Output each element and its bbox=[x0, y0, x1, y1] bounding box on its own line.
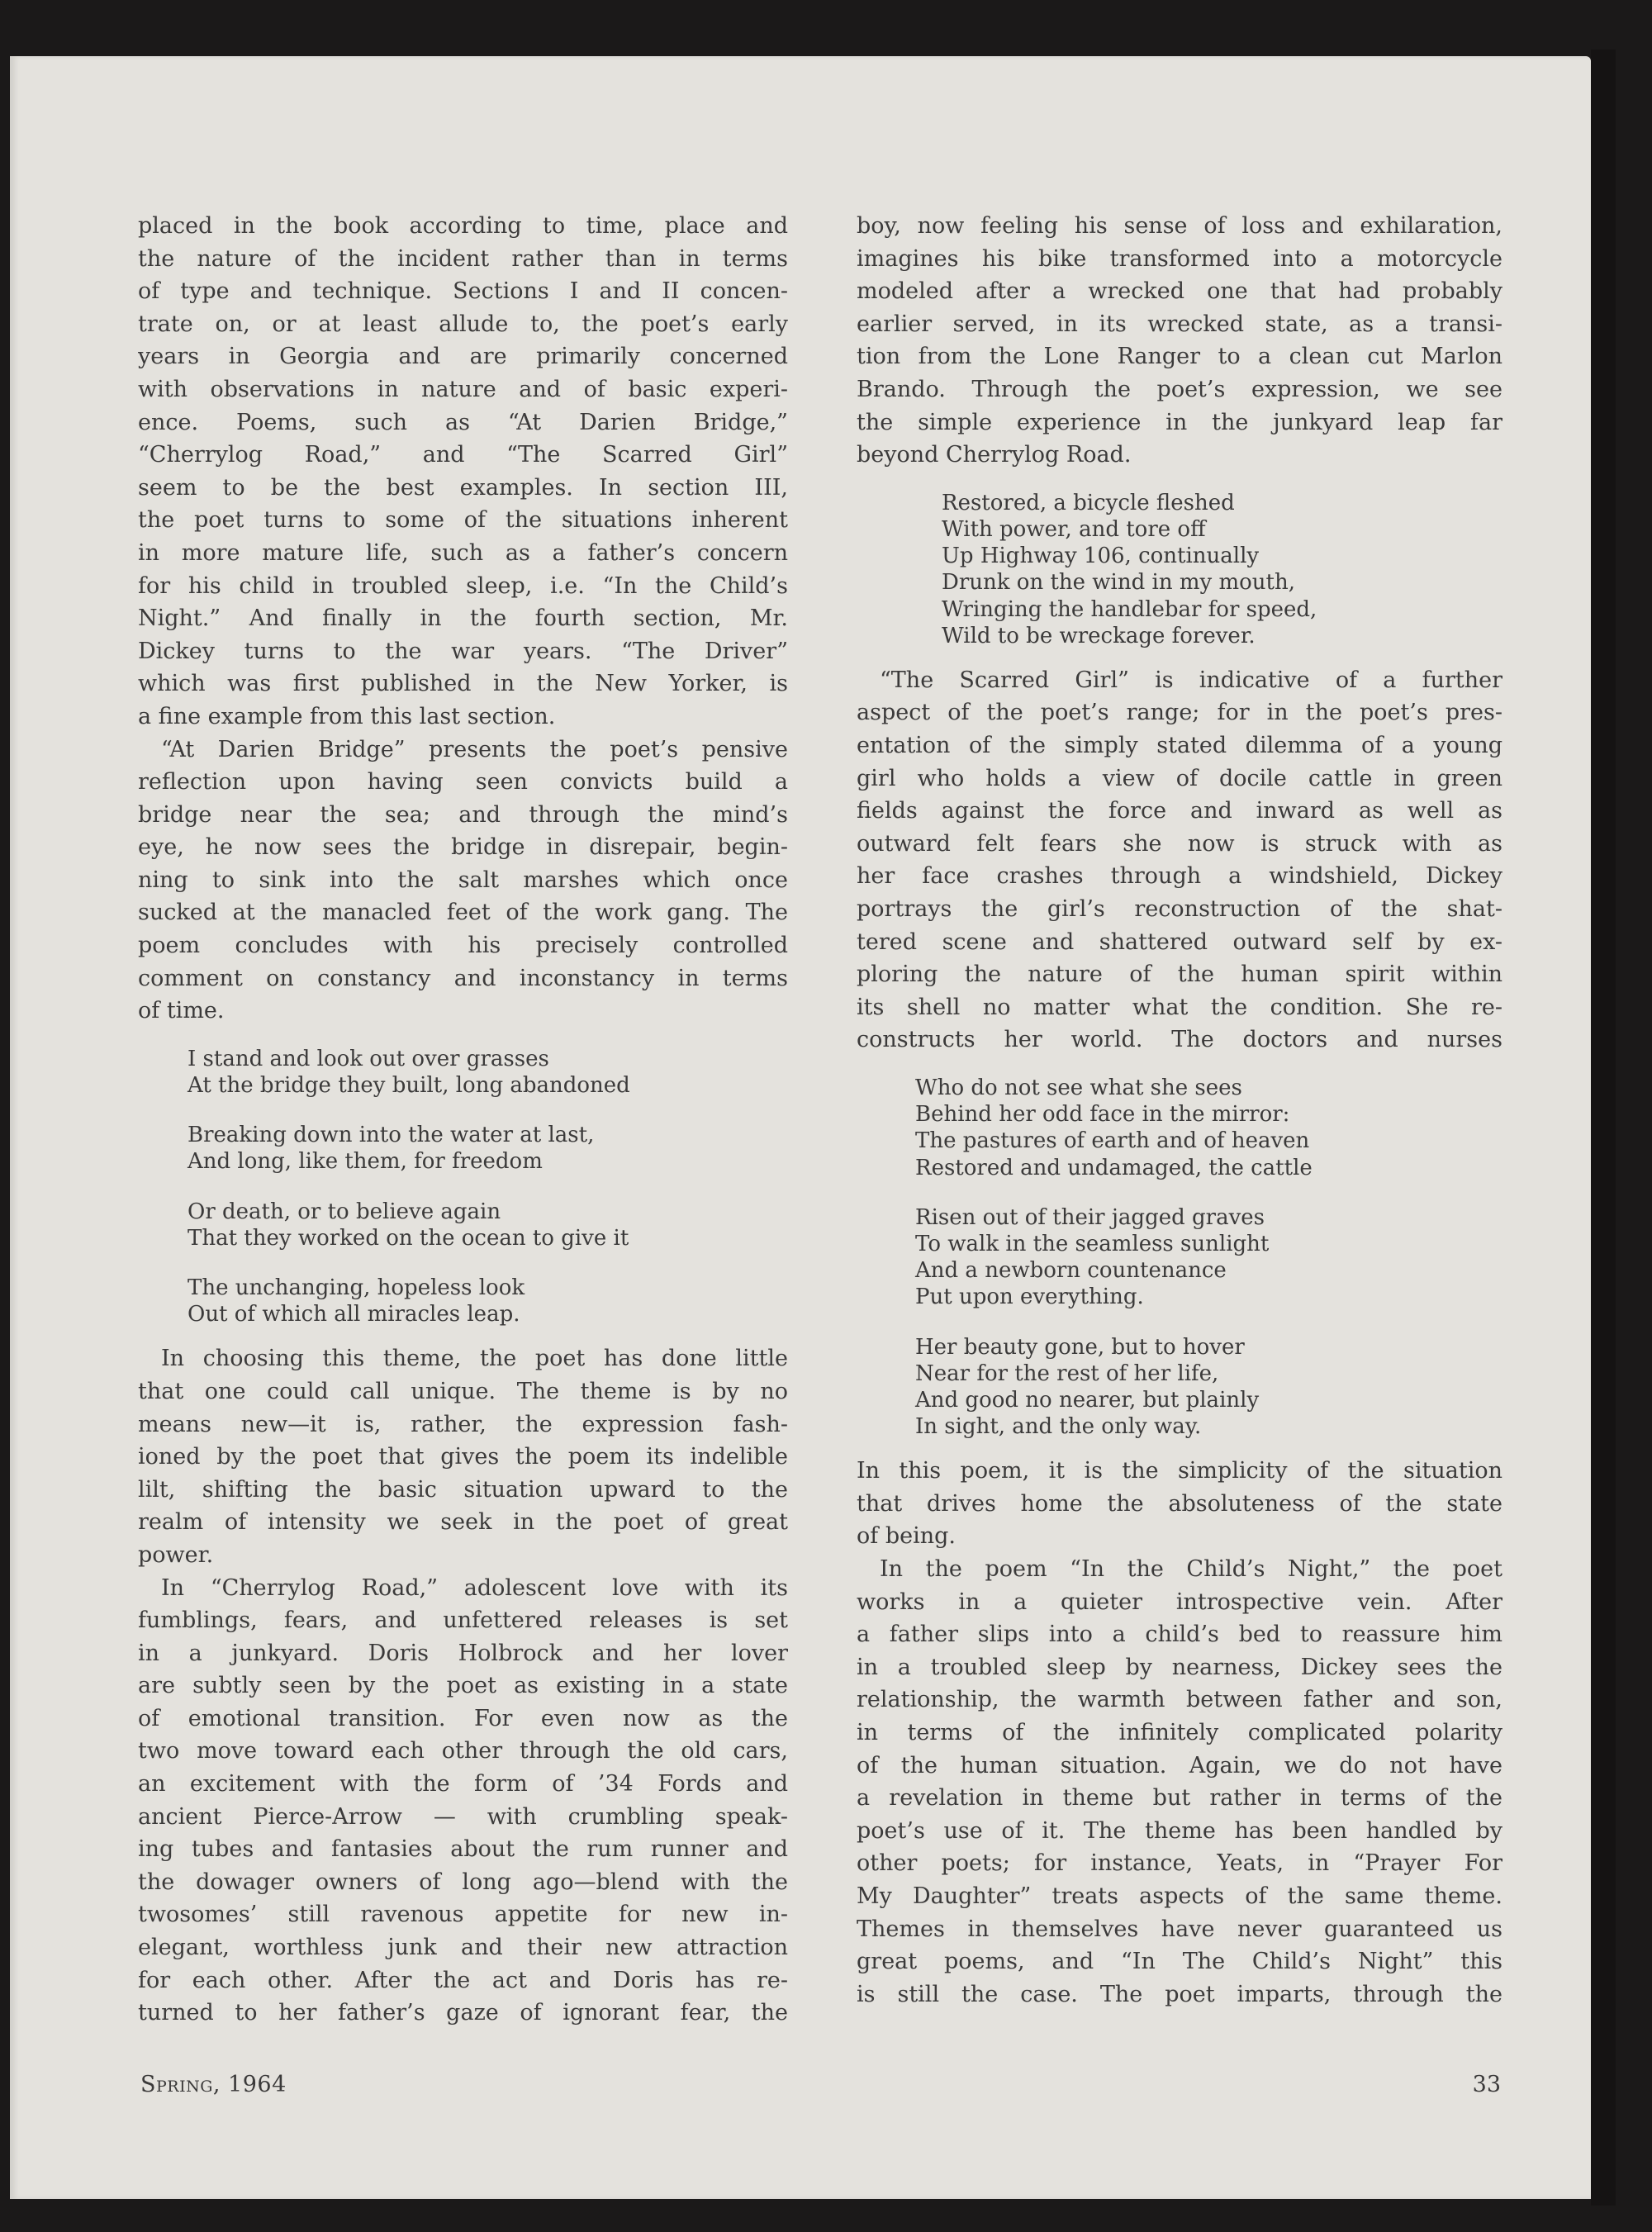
text-line: “Cherrylog Road,” and “The Scarred Girl” bbox=[138, 442, 788, 468]
text-line: Night.” And finally in the fourth section, Mr. bbox=[138, 605, 788, 632]
text-line: comment on constancy and inconstancy in terms bbox=[138, 965, 788, 991]
text-line: ning to sink into the salt marshes which once bbox=[138, 867, 788, 893]
paragraph bbox=[857, 1455, 1502, 1553]
text-line: that one could call unique. The theme is by no bbox=[138, 1378, 788, 1404]
text-line: tered scene and shattered outward self by ex- bbox=[857, 928, 1502, 955]
paragraph bbox=[857, 1553, 1502, 2011]
paragraph bbox=[857, 664, 1502, 1057]
text-line: ploring the nature of the human spirit within bbox=[857, 962, 1502, 988]
text-line: means new—it is, rather, the expression fash- bbox=[138, 1411, 788, 1437]
text-line: of being. bbox=[857, 1523, 956, 1550]
poem-line: And long, like them, for freedom bbox=[188, 1149, 543, 1175]
poem-stanza bbox=[915, 1075, 1502, 1181]
text-line: Dickey turns to the war years. “The Driver” bbox=[138, 638, 788, 664]
text-line: twosomes’ still ravenous appetite for new in- bbox=[138, 1902, 788, 1928]
poem-quote bbox=[857, 1075, 1502, 1440]
text-line: entation of the simply stated dilemma of a young bbox=[857, 733, 1502, 759]
text-line: for his child in troubled sleep, i.e. “In the Child’s bbox=[138, 572, 788, 599]
text-line: relationship, the warmth between father and son, bbox=[857, 1687, 1502, 1713]
text-line: the dowager owners of long ago—blend with the bbox=[138, 1869, 788, 1895]
poem-line: Up Highway 106, continually bbox=[942, 544, 1260, 569]
text-line: trate on, or at least allude to, the poet’s early bbox=[138, 311, 788, 337]
text-line: boy, now feeling his sense of loss and exhilaration, bbox=[857, 213, 1502, 239]
paragraph bbox=[138, 1342, 788, 1571]
poem-stanza bbox=[188, 1046, 788, 1099]
poem-line: The pastures of earth and of heaven bbox=[915, 1128, 1310, 1154]
poem-line: Or death, or to believe again bbox=[188, 1199, 501, 1224]
poem-line: With power, and tore off bbox=[942, 516, 1206, 542]
text-line: a fine example from this last section. bbox=[138, 703, 556, 729]
text-line: realm of intensity we seek in the poet of great bbox=[138, 1509, 788, 1536]
text-line: In “Cherrylog Road,” adolescent love with its bbox=[161, 1574, 788, 1601]
text-line: In choosing this theme, the poet has done little bbox=[161, 1346, 788, 1372]
poem-line: Behind her odd face in the mirror: bbox=[915, 1102, 1290, 1128]
paragraph bbox=[138, 1572, 788, 2030]
poem-stanza bbox=[915, 1334, 1502, 1441]
text-line: beyond Cherrylog Road. bbox=[857, 442, 1132, 468]
poem-line: Out of which all miracles leap. bbox=[188, 1302, 520, 1327]
poem-line: To walk in the seamless sunlight bbox=[915, 1231, 1270, 1256]
text-line: two move toward each other through the old cars, bbox=[138, 1738, 788, 1764]
poem-line: Wringing the handlebar for speed, bbox=[942, 596, 1317, 622]
text-line: lilt, shifting the basic situation upward to the bbox=[138, 1476, 788, 1503]
text-line: a father slips into a child’s bed to reassure him bbox=[857, 1622, 1502, 1648]
text-line: aspect of the poet’s range; for in the poet’s pres- bbox=[857, 700, 1502, 726]
left-text-column bbox=[138, 210, 788, 2030]
text-line: modeled after a wrecked one that had probably bbox=[857, 278, 1502, 305]
poem-quote bbox=[857, 490, 1502, 649]
text-line: poet’s use of it. The theme has been handled by bbox=[857, 1817, 1502, 1844]
text-line: constructs her world. The doctors and nurses bbox=[857, 1027, 1502, 1053]
text-line: other poets; for instance, Yeats, in “Prayer For bbox=[857, 1850, 1502, 1877]
text-line: sucked at the manacled feet of the work gang. The bbox=[138, 900, 788, 926]
text-line: In this poem, it is the simplicity of the situation bbox=[857, 1458, 1502, 1484]
text-line: poem concludes with his precisely controlled bbox=[138, 933, 788, 959]
text-line: tion from the Lone Ranger to a clean cut Marlon bbox=[857, 344, 1502, 370]
text-line: for each other. After the act and Doris has re- bbox=[138, 1967, 788, 1993]
text-line: of type and technique. Sections I and II concen- bbox=[138, 278, 788, 305]
poem-line: Restored, a bicycle fleshed bbox=[942, 490, 1235, 515]
text-line: fumblings, fears, and unfettered releases is set bbox=[138, 1608, 788, 1634]
footer-issue: Spring, 1964 bbox=[140, 2072, 287, 2097]
text-line: portrays the girl’s reconstruction of the shat- bbox=[857, 896, 1502, 923]
poem-line: In sight, and the only way. bbox=[915, 1414, 1202, 1440]
paragraph bbox=[138, 210, 788, 734]
text-line: in a junkyard. Doris Holbrock and her lover bbox=[138, 1640, 788, 1666]
poem-line: And good no nearer, but plainly bbox=[915, 1387, 1260, 1413]
text-line: “At Darien Bridge” presents the poet’s pensive bbox=[161, 736, 788, 762]
text-line: ioned by the poet that gives the poem its indelible bbox=[138, 1444, 788, 1470]
poem-stanza bbox=[188, 1122, 788, 1175]
text-line: “The Scarred Girl” is indicative of a further bbox=[880, 667, 1502, 693]
text-line: with observations in nature and of basic experi- bbox=[138, 376, 788, 402]
poem-line: Who do not see what she sees bbox=[915, 1076, 1242, 1100]
text-line: its shell no matter what the condition. She re- bbox=[857, 994, 1502, 1020]
poem-line: Her beauty gone, but to hover bbox=[915, 1334, 1245, 1360]
text-line: is still the case. The poet imparts, through the bbox=[857, 1981, 1502, 2007]
footer-page-number: 33 bbox=[1472, 2072, 1501, 2097]
poem-line: Near for the rest of her life, bbox=[915, 1361, 1219, 1386]
text-line: Themes in themselves have never guaranteed us bbox=[857, 1916, 1502, 1942]
poem-line: I stand and look out over grasses bbox=[188, 1046, 549, 1071]
text-line: in terms of the infinitely complicated polarity bbox=[857, 1720, 1502, 1745]
text-line: imagines his bike transformed into a motorcycle bbox=[857, 245, 1502, 272]
text-line: My Daughter” treats aspects of the same theme. bbox=[857, 1883, 1502, 1909]
text-line: turned to her father’s gaze of ignorant fear, the bbox=[138, 2000, 788, 2026]
poem-line: Breaking down into the water at last, bbox=[188, 1123, 595, 1148]
poem-line: Risen out of their jagged graves bbox=[915, 1204, 1265, 1230]
text-line: a revelation in theme but rather in terms of the bbox=[857, 1785, 1502, 1812]
text-line: power. bbox=[138, 1541, 214, 1568]
text-line: the poet turns to some of the situations inherent bbox=[138, 507, 788, 534]
text-line: great poems, and “In The Child’s Night” this bbox=[857, 1949, 1502, 1975]
text-line: seem to be the best examples. In section III, bbox=[138, 474, 788, 501]
text-line: ancient Pierce-Arrow — with crumbling speak- bbox=[138, 1803, 788, 1830]
poem-line: Restored and undamaged, the cattle bbox=[915, 1155, 1313, 1180]
poem-line: Drunk on the wind in my mouth, bbox=[942, 570, 1295, 596]
text-line: elegant, worthless junk and their new attraction bbox=[138, 1935, 788, 1961]
text-line: in more mature life, such as a father’s concern bbox=[138, 539, 788, 566]
text-line: in a troubled sleep by nearness, Dickey sees the bbox=[857, 1654, 1502, 1680]
poem-stanza bbox=[188, 1275, 788, 1327]
text-line: Brando. Through the poet’s expression, we see bbox=[857, 376, 1502, 402]
poem-stanza bbox=[188, 1199, 788, 1251]
text-line: outward felt fears she now is struck with as bbox=[857, 830, 1502, 857]
poem-line: Put upon everything. bbox=[915, 1285, 1144, 1310]
poem-stanza bbox=[915, 1204, 1502, 1311]
poem-line: And a newborn countenance bbox=[915, 1258, 1227, 1284]
text-line: works in a quieter introspective vein. After bbox=[857, 1589, 1502, 1615]
right-text-column bbox=[857, 210, 1502, 2011]
text-line: are subtly seen by the poet as existing in a state bbox=[138, 1673, 788, 1699]
text-line: eye, he now sees the bridge in disrepair, begin- bbox=[138, 834, 788, 861]
paragraph bbox=[138, 734, 788, 1028]
text-line: placed in the book according to time, place and bbox=[138, 213, 788, 239]
text-line: years in Georgia and are primarily concerned bbox=[138, 344, 788, 370]
text-line: the simple experience in the junkyard leap far bbox=[857, 409, 1502, 435]
text-line: In the poem “In the Child’s Night,” the poet bbox=[880, 1556, 1502, 1583]
text-line: fields against the force and inward as well as bbox=[857, 798, 1502, 824]
poem-line: The unchanging, hopeless look bbox=[188, 1275, 525, 1300]
paragraph bbox=[857, 210, 1502, 472]
text-line: earlier served, in its wrecked state, as a transi- bbox=[857, 311, 1502, 337]
text-line: of time. bbox=[138, 998, 225, 1024]
poem-line: That they worked on the ocean to give it bbox=[188, 1225, 629, 1251]
text-line: that drives home the absoluteness of the state bbox=[857, 1490, 1502, 1517]
poem-quote bbox=[138, 1046, 788, 1328]
text-line: bridge near the sea; and through the mind’s bbox=[138, 801, 788, 828]
poem-stanza bbox=[942, 490, 1502, 649]
document-page bbox=[10, 56, 1591, 2199]
text-line: of the human situation. Again, we do not have bbox=[857, 1752, 1502, 1778]
text-line: of emotional transition. For even now as the bbox=[138, 1705, 788, 1731]
text-line: the nature of the incident rather than in terms bbox=[138, 245, 788, 272]
text-line: her face crashes through a windshield, Dickey bbox=[857, 863, 1502, 890]
text-line: reflection upon having seen convicts build a bbox=[138, 769, 788, 795]
text-line: which was first published in the New Yorker, is bbox=[138, 671, 788, 697]
text-line: ence. Poems, such as “At Darien Bridge,” bbox=[138, 409, 788, 435]
text-line: an excitement with the form of ’34 Fords and bbox=[138, 1771, 788, 1797]
poem-line: Wild to be wreckage forever. bbox=[942, 623, 1256, 648]
text-line: girl who holds a view of docile cattle in green bbox=[857, 765, 1502, 791]
poem-line: At the bridge they built, long abandoned bbox=[188, 1073, 630, 1099]
page-edge-shadow bbox=[1591, 50, 1616, 2206]
text-line: ing tubes and fantasies about the rum runner and bbox=[138, 1836, 788, 1863]
